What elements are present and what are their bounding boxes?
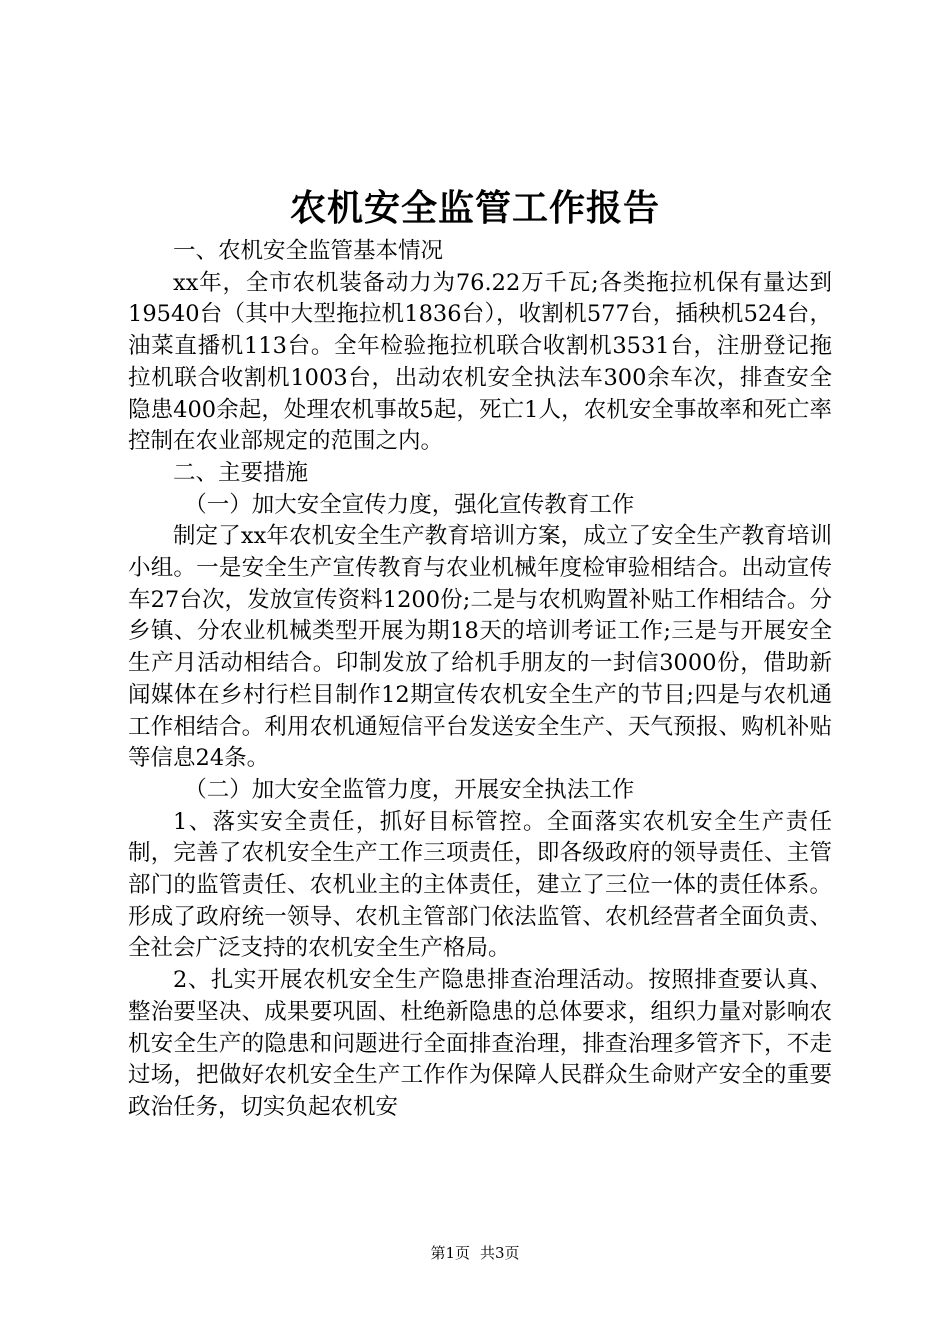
document-body (128, 236, 832, 1124)
document-title: 农机安全监管工作报告 (289, 187, 660, 229)
subsection-heading: （二）加大安全监管力度，开展安全执法工作 (184, 776, 635, 803)
page-number: 第1页 (430, 1244, 470, 1262)
section-heading: 一、农机安全监管基本情况 (173, 238, 444, 264)
body-paragraph: 1、落实安全责任，抓好目标管控。全面落实农机安全生产责任制，完善了农机安全生产工作三项责任，即各级政府的领导责任、主管部门的监管责任、农机业主的主体责任，建立了三位一体的责任体系。形成了政府统一领导、农机主管部门依法监管、农机经营者全面负责、全社会广泛支持的农机安全生产格局。 (128, 808, 832, 962)
body-paragraph: 2、扎实开展农机安全生产隐患排查治理活动。按照排查要认真、整治要坚决、成果要巩固、杜绝新隐患的总体要求，组织力量对影响农机安全生产的隐患和问题进行全面排查治理，排查治理多管齐下，不走过场，把做好农机安全生产工作作为保障人民群众生命财产安全的重要政治任务，切实负起农机安 (128, 967, 832, 1120)
subsection-heading: （一）加大安全宣传力度，强化宣传教育工作 (184, 491, 635, 518)
body-paragraph: xx年，全市农机装备动力为76.22万千瓦;各类拖拉机保有量达到19540台（其中大型拖拉机1836台），收割机577台，插秧机524台，油菜直播机113台。全年检验拖拉机联合收割机3531台，注册登记拖拉机联合收割机1003台，出动农机安全执法车300余车次，排查安全隐患400余起，处理农机事故5起，死亡1人，农机安全事故率和死亡率控制在农业部规定的范围之内。 (128, 269, 832, 455)
section-heading: 二、主要措施 (173, 459, 309, 486)
page-footer (0, 1243, 950, 1263)
body-paragraph: 制定了xx年农机安全生产教育培训方案，成立了安全生产教育培训小组。一是安全生产宣传教育与农业机械年度检审验相结合。出动宣传车27台次，发放宣传资料1200份;二是与农机购置补贴工作相结合。分乡镇、分农业机械类型开展为期18天的培训考证工作;三是与开展安全生产月活动相结合。印制发放了给机手朋友的一封信3000份，借助新闻媒体在乡村行栏目制作12期宣传农机安全生产的节目;四是与农机通工作相结合。利用农机通短信平台发送安全生产、天气预报、购机补贴等信息24条。 (128, 523, 832, 772)
page-count: 共3页 (480, 1244, 520, 1262)
